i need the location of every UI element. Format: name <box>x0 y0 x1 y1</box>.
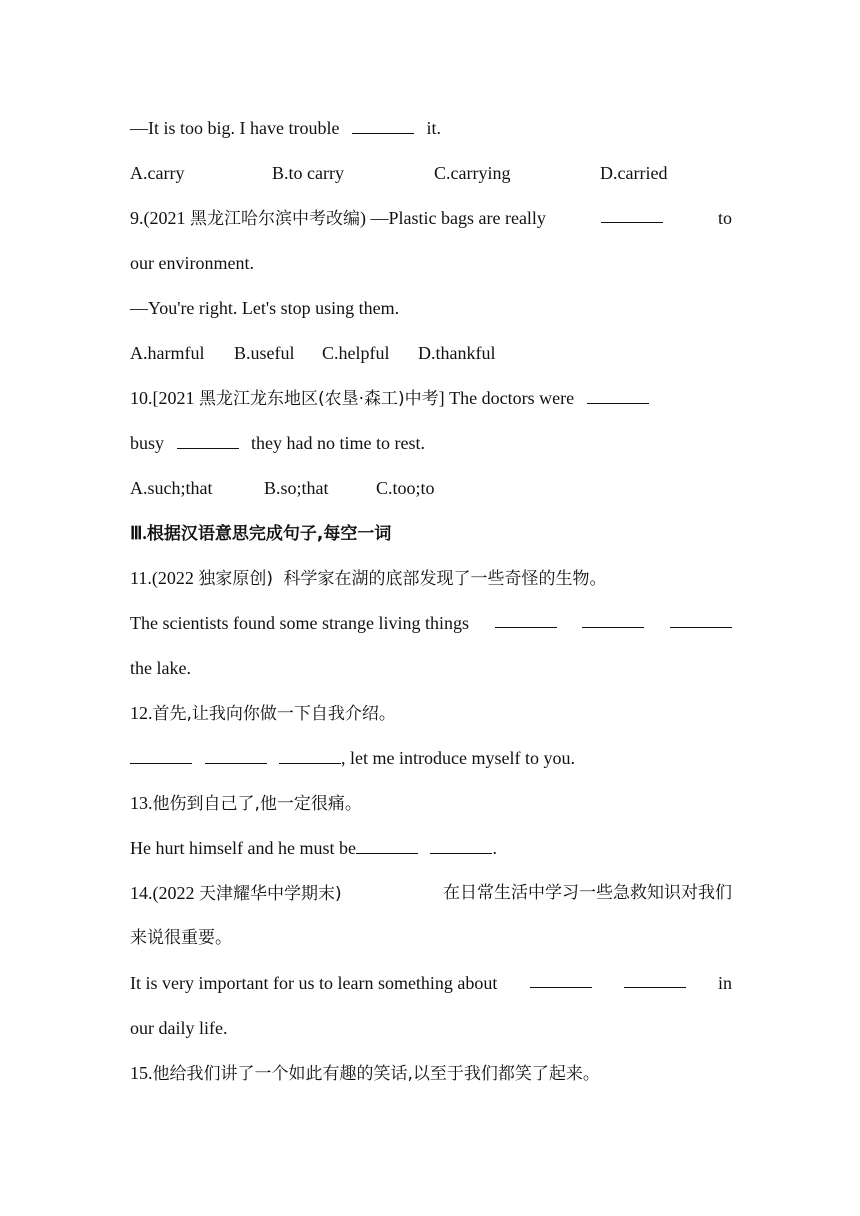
q8-option-a[interactable]: A.carry <box>130 163 185 183</box>
q9-blank[interactable] <box>601 206 663 223</box>
q9-prompt-to: to <box>717 208 732 228</box>
q11-source: 独家原创) <box>198 569 273 589</box>
q10-blank-1[interactable] <box>587 387 649 404</box>
q11-number: 11.(2022 <box>130 568 194 588</box>
q11-english-cont: the lake. <box>130 658 191 678</box>
q14-english-in: in <box>717 973 732 993</box>
q12-number: 12. <box>130 703 153 723</box>
q12-blank-1[interactable] <box>130 747 192 764</box>
q10-prompt-tail: they had no time to rest. <box>251 433 425 453</box>
q8-blank[interactable] <box>352 117 414 134</box>
q8-reply-suffix: it. <box>426 118 441 138</box>
q12-blank-3[interactable] <box>279 747 341 764</box>
q10-blank-2[interactable] <box>177 432 239 449</box>
section-number: Ⅲ. <box>130 523 147 543</box>
q9-option-c[interactable]: C.helpful <box>322 343 390 363</box>
q11-blank-3[interactable] <box>670 611 732 628</box>
q14-english-text: It is very important for us to learn something about <box>130 973 498 993</box>
q11-english-text: The scientists found some strange living things <box>130 613 469 633</box>
q9-option-d[interactable]: D.thankful <box>418 343 496 363</box>
q8-reply <box>130 116 732 140</box>
q11-prompt <box>130 566 732 591</box>
q10-number: 10.[2021 <box>130 388 195 408</box>
q11-chinese: 科学家在湖的底部发现了一些奇怪的生物。 <box>283 569 607 589</box>
q9-prompt <box>130 206 732 231</box>
q13-number: 13. <box>130 793 153 813</box>
q12-english <box>130 746 732 770</box>
q10-busy: busy <box>130 433 165 453</box>
q14-source: 天津耀华中学期末) <box>199 884 342 904</box>
q12-english-text: , let me introduce myself to you. <box>341 748 575 768</box>
q13-english <box>130 836 732 860</box>
q14-blank-2[interactable] <box>624 971 686 988</box>
q9-reply: —You're right. Let's stop using them. <box>130 298 400 318</box>
q10-prompt-cont <box>130 431 732 455</box>
q13-chinese: 他伤到自己了,他一定很痛。 <box>152 794 362 814</box>
q12-chinese: 首先,让我向你做一下自我介绍。 <box>152 704 396 724</box>
q10-option-a[interactable]: A.such;that <box>130 478 213 498</box>
q15-prompt <box>130 1061 732 1086</box>
q10-prompt <box>130 386 732 411</box>
q9-prompt-left <box>130 206 546 231</box>
q9-prompt-text: ) —Plastic bags are really <box>360 208 546 228</box>
q13-period: . <box>492 838 497 858</box>
q8-option-c[interactable]: C.carrying <box>434 163 511 183</box>
q14-number: 14.(2022 <box>130 883 195 903</box>
q8-option-d[interactable]: D.carried <box>600 163 668 183</box>
q14-prompt-left <box>130 881 342 906</box>
q14-chinese-cont: 来说很重要。 <box>130 928 232 948</box>
q10-source: 黑龙江龙东地区(农垦·森工)中考 <box>199 389 439 409</box>
q13-prompt <box>130 791 732 816</box>
q12-blank-2[interactable] <box>205 747 267 764</box>
q9-source: 黑龙江哈尔滨中考改编 <box>190 209 360 229</box>
q13-blank-1[interactable] <box>356 837 418 854</box>
q8-option-b[interactable]: B.to carry <box>272 163 344 183</box>
q10-option-c[interactable]: C.too;to <box>376 478 435 498</box>
q9-prompt-cont: our environment. <box>130 253 254 273</box>
q14-english <box>130 971 732 995</box>
q9-option-a[interactable]: A.harmful <box>130 343 205 363</box>
q10-option-b[interactable]: B.so;that <box>264 478 329 498</box>
q12-prompt <box>130 701 732 726</box>
q11-blank-2[interactable] <box>582 611 644 628</box>
q8-reply-prefix: —It is too big. I have trouble <box>130 118 340 138</box>
q14-blank-1[interactable] <box>530 971 592 988</box>
q13-english-text: He hurt himself and he must be <box>130 838 356 858</box>
section-title: 根据汉语意思完成句子,每空一词 <box>146 524 392 544</box>
q14-prompt <box>130 881 732 906</box>
q11-english <box>130 611 732 635</box>
section-heading <box>130 521 732 546</box>
q14-chinese: 在日常生活中学习一些急救知识对我们 <box>443 883 732 903</box>
q13-blank-2[interactable] <box>430 837 492 854</box>
q14-english-cont: our daily life. <box>130 1018 228 1038</box>
q15-chinese: 他给我们讲了一个如此有趣的笑话,以至于我们都笑了起来。 <box>152 1064 600 1084</box>
q11-blank-1[interactable] <box>495 611 557 628</box>
q9-option-b[interactable]: B.useful <box>234 343 295 363</box>
q10-prompt-text: ] The doctors were <box>438 388 575 408</box>
q9-number: 9.(2021 <box>130 208 186 228</box>
q15-number: 15. <box>130 1063 153 1083</box>
